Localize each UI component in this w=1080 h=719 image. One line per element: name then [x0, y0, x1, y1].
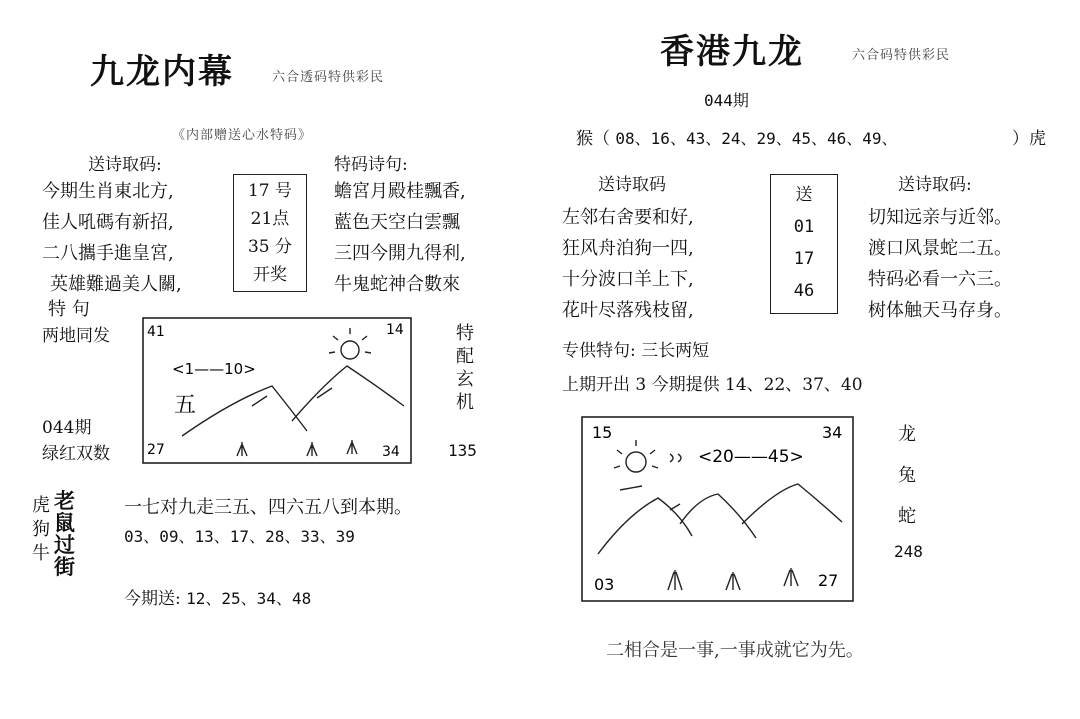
right-issue: 044期 [704, 91, 749, 110]
mountain-icon [598, 484, 842, 554]
left-poem-line: 今期生肖東北方, [42, 181, 174, 202]
left-issue: 044期 [42, 418, 92, 438]
left-side-char: 配 [456, 346, 474, 367]
right-footer: 二相合是一事,一事成就它为先。 [606, 640, 864, 661]
left-zodiac-char: 狗 [32, 519, 50, 540]
left-send-numbers: 12、25、34、48 [186, 589, 312, 608]
left-tema-poem-lines [334, 176, 466, 300]
right-poem-right [868, 202, 1012, 326]
right-side-number: 248 [894, 542, 923, 561]
left-vertical-phrase [54, 490, 75, 578]
left-sketch-top-left: 41 [147, 324, 165, 340]
right-side-char: 蛇 [898, 506, 916, 527]
left-special-text: 两地同发 [42, 326, 110, 346]
left-box-line: 开奖 [253, 265, 287, 285]
right-poem-label-right: 送诗取码: [898, 175, 972, 195]
left-phrase-char: 过 [54, 532, 75, 557]
right-zodiac-open: 猴（ [576, 129, 610, 149]
right-title: 香港九龙 [660, 32, 804, 72]
right-sketch [580, 414, 856, 604]
left-tema-poem-line: 牛鬼蛇神合數來 [334, 274, 460, 295]
left-vertical-zodiac [32, 494, 50, 566]
sun-icon [329, 328, 371, 359]
right-last-issue: 上期开出 3 今期提供 14、22、37、40 [562, 375, 863, 395]
right-box-line: 送 [795, 185, 813, 205]
right-poem-line: 树体触天马存身。 [868, 300, 1012, 321]
left-side-vertical [456, 322, 474, 414]
left-sketch-range: <1——10> [172, 360, 256, 378]
left-side-char: 机 [456, 392, 474, 413]
right-sketch-top-left: 15 [592, 423, 613, 442]
left-poem-line: 二八攜手進皇宮, [42, 243, 174, 264]
left-side-char: 玄 [456, 369, 474, 390]
left-poem-line: 英雄難過美人關, [50, 274, 182, 295]
right-zodiac-row [576, 124, 898, 149]
right-zodiac-close: ）虎 [1012, 129, 1046, 149]
right-side-char: 兔 [898, 465, 916, 486]
left-draw-time-box [233, 174, 307, 292]
right-poem-line: 左邻右舍要和好, [562, 207, 694, 228]
left-inner-note: 《内部赠送心水特码》 [172, 128, 313, 143]
grass-icon [237, 440, 357, 456]
left-line1: 一七对九走三五、四六五八到本期。 [124, 497, 412, 518]
right-special-line: 专供特句: 三长两短 [562, 341, 710, 361]
left-issue-note: 绿红双数 [42, 444, 110, 464]
left-special-label: 特 句 [48, 299, 90, 320]
left-side-number: 135 [448, 441, 477, 460]
sun-icon [614, 440, 681, 472]
right-poem-line: 切知远亲与近邻。 [868, 207, 1012, 228]
left-poem-line: 佳人吼碼有新招, [42, 212, 174, 233]
left-title: 九龙内幕 [90, 52, 234, 92]
right-poem-line: 花叶尽落残枝留, [562, 300, 694, 321]
left-box-line: 17 号 [247, 181, 293, 201]
left-side-char: 特 [456, 323, 474, 344]
left-tema-poem-line: 蟾宮月殿桂飄香, [334, 181, 466, 202]
left-subtitle: 六合透码特供彩民 [272, 70, 385, 85]
left-phrase-char: 鼠 [54, 510, 75, 535]
right-side-vertical [898, 414, 916, 537]
right-poem-label-left: 送诗取码 [598, 175, 666, 195]
right-sketch-top-right: 34 [822, 423, 843, 442]
right-side-char: 龙 [898, 424, 916, 445]
left-phrase-char: 老 [54, 488, 75, 513]
left-sketch-top-right: 14 [386, 322, 404, 338]
right-subtitle: 六合码特供彩民 [852, 48, 951, 63]
left-send-label: 今期送: [124, 589, 181, 609]
grass-icon [668, 568, 798, 590]
left-phrase-char: 街 [54, 554, 75, 579]
left-sketch-bottom-right: 34 [382, 444, 400, 460]
right-poem-line: 渡口风景蛇二五。 [868, 238, 1012, 259]
left-send [124, 584, 311, 609]
left-box-line: 21点 [250, 209, 290, 229]
left-poem-lines [42, 176, 182, 300]
right-poem-line: 狂风舟泊狗一四, [562, 238, 694, 259]
right-sketch-range: <20——45> [698, 447, 804, 467]
right-box-line: 46 [793, 281, 815, 301]
right-zodiac-numbers: 08、16、43、24、29、45、46、49、 [615, 129, 898, 148]
left-sketch-bottom-left: 27 [147, 442, 165, 458]
right-box-line: 01 [793, 217, 815, 237]
left-zodiac-char: 虎 [32, 495, 50, 516]
right-poem-line: 十分波口羊上下, [562, 269, 694, 290]
left-tema-poem-line: 藍色天空白雲飄 [334, 212, 460, 233]
right-box-line: 17 [793, 249, 815, 269]
left-box-line: 35 分 [247, 237, 293, 257]
left-numbers: 03、09、13、17、28、33、39 [124, 527, 355, 546]
right-poem-line: 特码必看一六三。 [868, 269, 1012, 290]
left-sketch-glyph: 五 [174, 393, 197, 418]
right-sketch-bottom-right: 27 [818, 571, 839, 590]
right-sketch-bottom-left: 03 [594, 575, 615, 594]
left-zodiac-char: 牛 [32, 543, 50, 564]
right-send-box [770, 174, 838, 314]
left-poem-label: 送诗取码: [88, 155, 162, 175]
left-tema-poem-line: 三四今開九得利, [334, 243, 466, 264]
left-sketch [142, 316, 414, 466]
left-tema-poem-label: 特码诗句: [334, 155, 408, 175]
right-poem-left [562, 202, 694, 326]
